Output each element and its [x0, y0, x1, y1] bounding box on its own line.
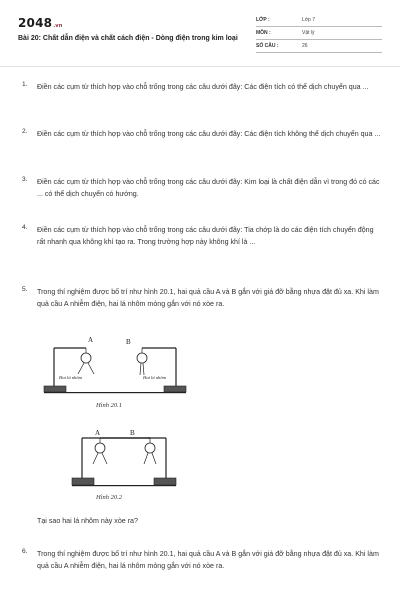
question-number: 3. — [22, 176, 28, 183]
figure-20-1-drawing — [40, 334, 190, 398]
question-text: Điền các cụm từ thích hợp vào chỗ trống trong các câu dưới đây: Kim loại là chất điện dẫn vì trong đó có các ... có thể dịch chuyển có hướng. — [37, 178, 380, 198]
meta-row-count — [256, 40, 382, 53]
stand-base-left — [72, 478, 94, 485]
question-number: 1. — [22, 81, 28, 88]
figure-20-1-caption: Hình 20.1 — [96, 402, 122, 409]
question-text: Trong thí nghiệm được bố trí như hình 20.1, hai quả cầu A và B gắn với giá đỡ bằng nhựa đặt đủ xa. Khi làm quả cầu A nhiễm điện, hai lá nhôm mỏng gắn với nó xòe ra. — [37, 288, 379, 308]
figure-20-2-caption: Hình 20.2 — [96, 494, 122, 501]
question-5-followup: Tại sao hai lá nhôm này xòe ra? — [37, 517, 138, 525]
stand-base-left — [44, 386, 66, 392]
question-text: Điền các cụm từ thích hợp vào chỗ trống trong các câu dưới đây: Tia chớp là do các điện tích chuyển động rất nhanh qua không khí tạo ra. Trong trường hợp này không khí là ... — [37, 226, 374, 246]
label-a: A — [95, 429, 101, 437]
meta-value: Vật lý — [302, 30, 315, 36]
question-number: 4. — [22, 224, 28, 231]
document-title: Bài 20: Chất dẫn điện và chất cách điện - Dòng điện trong kim loại — [18, 35, 238, 42]
table-line — [44, 392, 186, 393]
meta-key: LỚP : — [256, 17, 270, 23]
label-b: B — [130, 429, 135, 437]
question-number: 5. — [22, 286, 28, 293]
question-number: 6. — [22, 548, 28, 555]
question-number: 2. — [22, 128, 28, 135]
ball-b — [145, 443, 155, 453]
site-logo[interactable] — [18, 16, 63, 30]
ball-a — [81, 353, 91, 363]
foil-a-right — [88, 363, 94, 374]
foil-b-left — [140, 363, 141, 375]
question-text: Trong thí nghiệm được bố trí như hình 20.1, hai quả cầu A và B gắn với giá đỡ bằng nhựa đặt đủ xa. Khi làm quả cầu A nhiễm điện, hai lá nhôm mỏng gắn với nó xòe ra. — [37, 550, 379, 570]
ball-b — [137, 353, 147, 363]
logo-suffix: .vn — [53, 23, 63, 29]
figure-20-2-drawing — [70, 424, 180, 490]
table-line — [72, 485, 176, 486]
header-divider — [0, 66, 400, 67]
meta-row-subject — [256, 27, 382, 40]
label-b: B — [126, 338, 131, 346]
document-header — [18, 14, 382, 60]
meta-value: Lớp 7 — [302, 17, 316, 23]
logo-text: 2048 — [18, 16, 53, 30]
figure-20-2 — [70, 424, 180, 490]
foil-a-left — [78, 363, 84, 374]
question-text: Điền các cụm từ thích hợp vào chỗ trống trong các câu dưới đây: Các điện tích có thể dịch chuyển qua ... — [37, 83, 369, 91]
stand-base-right — [164, 386, 186, 392]
foil-b-right — [143, 363, 144, 375]
meta-key: SỐ CÂU : — [256, 43, 279, 49]
label-a: A — [88, 336, 94, 344]
question-text: Điền các cụm từ thích hợp vào chỗ trống trong các câu dưới đây: Các điện tích không thể dịch chuyển qua ... — [37, 130, 381, 138]
stand-base-right — [154, 478, 176, 485]
figure-20-1 — [40, 334, 190, 398]
foil-label-a: Hai lá nhôm — [59, 375, 82, 380]
meta-table — [256, 14, 382, 53]
meta-value: 26 — [302, 43, 308, 49]
meta-row-class — [256, 14, 382, 27]
meta-key: MÔN : — [256, 30, 271, 36]
ball-a — [95, 443, 105, 453]
foil-label-b: Hai lá nhôm — [143, 375, 166, 380]
